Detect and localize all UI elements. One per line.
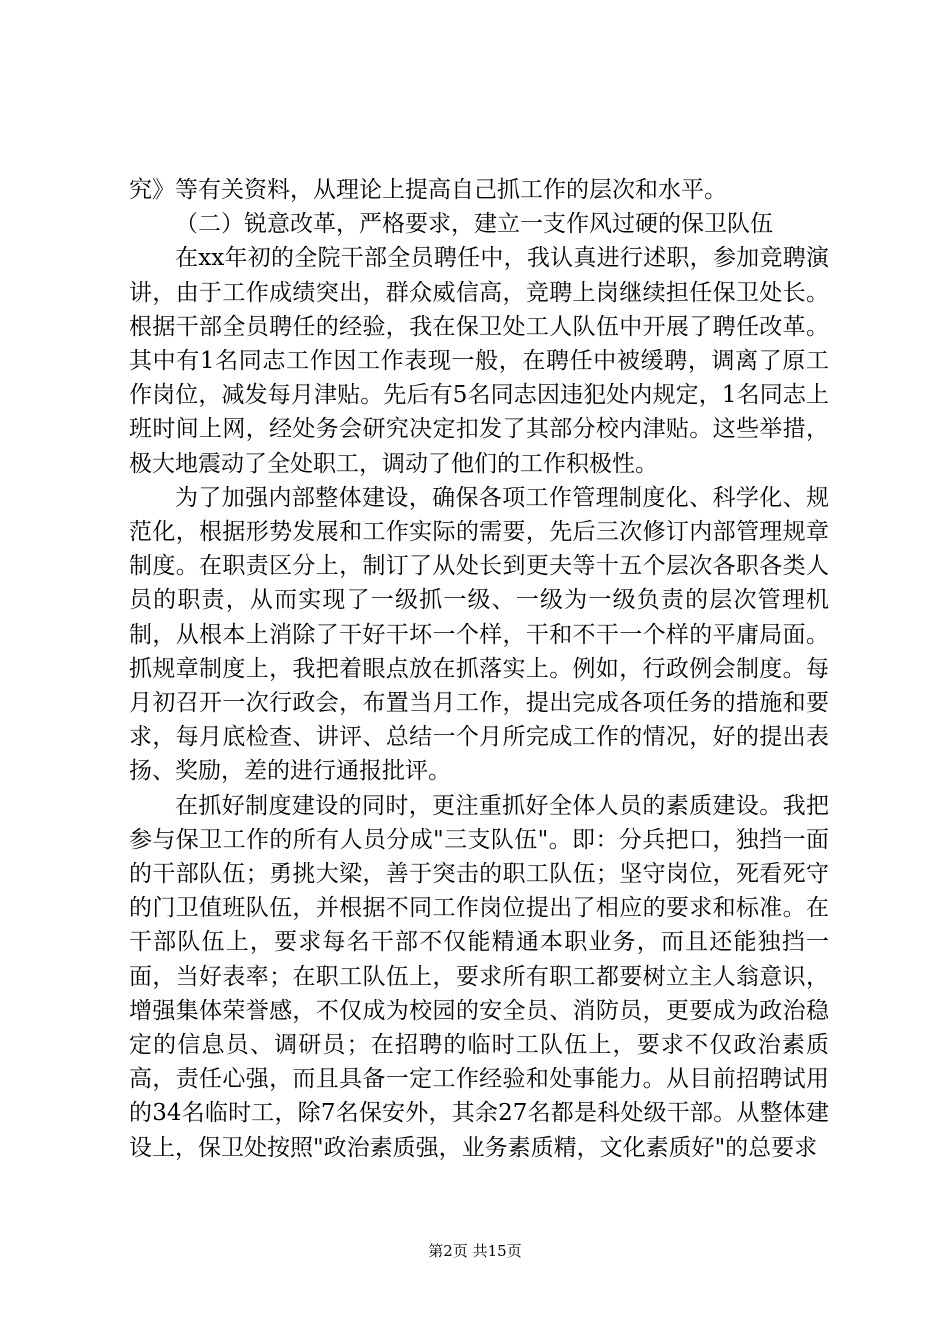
page-footer: 第2页 共15页 <box>428 1242 522 1260</box>
paragraph-regulations: 为了加强内部整体建设，确保各项工作管理制度化、科学化、规范化，根据形势发展和工作实际的需要，先后三次修订内部管理规章制度。在职责区分上，制订了从处长到更夫等十五个层次各职各类人员的职责，从而实现了一级抓一级、一级为一级负责的层次管理机制，从根本上消除了干好干坏一个样，干和不干一个样的平庸局面。抓规章制度上，我把着眼点放在抓落实上。例如，行政例会制度。每月初召开一次行政会，布置当月工作，提出完成各项任务的措施和要求，每月底检查、讲评、总结一个月所完成工作的情况，好的提出表扬、奖励，差的进行通报批评。 <box>129 484 829 785</box>
paragraph-quality: 在抓好制度建设的同时，更注重抓好全体人员的素质建设。我把参与保卫工作的所有人员分成"三支队伍"。即：分兵把口，独挡一面的干部队伍；勇挑大梁，善于突击的职工队伍；坚守岗位，死看死守的门卫值班队伍，并根据不同工作岗位提出了相应的要求和标准。在干部队伍上，要求每名干部不仅能精通本职业务，而且还能独挡一面，当好表率；在职工队伍上，要求所有职工都要树立主人翁意识，增强集体荣誉感，不仅成为校园的安全员、消防员，更要成为政治稳定的信息员、调研员；在招聘的临时工队伍上，要求不仅政治素质高，责任心强，而且具备一定工作经验和处事能力。从目前招聘试用的34名临时工，除7名保安外，其余27名都是科处级干部。从整体建设上，保卫处按照"政治素质强，业务素质精，文化素质好"的总要求 <box>129 792 829 1161</box>
paragraph-continuation: 究》等有关资料，从理论上提高自己抓工作的层次和水平。 <box>129 177 727 203</box>
section-heading: （二）锐意改革，严格要求，建立一支作风过硬的保卫队伍 <box>175 211 773 238</box>
paragraph-reform: 在xx年初的全院干部全员聘任中，我认真进行述职，参加竞聘演讲，由于工作成绩突出，群众威信高，竞聘上岗继续担任保卫处长。根据干部全员聘任的经验，我在保卫处工人队伍中开展了聘任改革。其中有1名同志工作因工作表现一般，在聘任中被缓聘，调离了原工作岗位，减发每月津贴。先后有5名同志因违犯处内规定，1名同志上班时间上网，经处务会研究决定扣发了其部分校内津贴。这些举措，极大地震动了全处职工，调动了他们的工作积极性。 <box>129 245 829 477</box>
document-body <box>129 173 829 1165</box>
